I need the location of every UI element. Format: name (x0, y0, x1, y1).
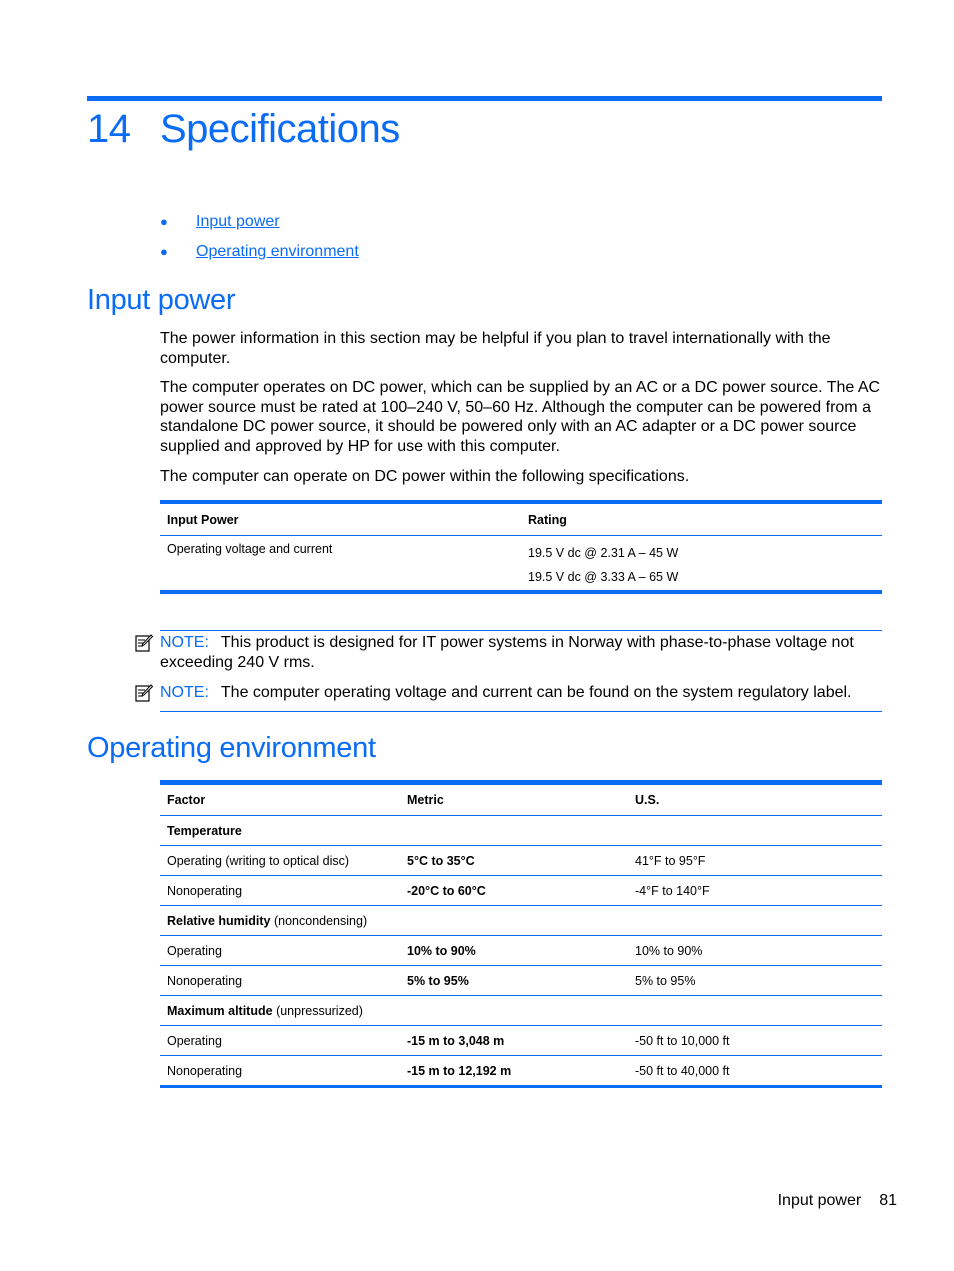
toc-link-input-power[interactable]: Input power (196, 213, 280, 230)
table-cell: Operating (160, 1026, 400, 1056)
table-row (160, 876, 882, 906)
table-section-row (160, 996, 882, 1026)
table-cell: 19.5 V dc @ 3.33 A – 65 W (528, 569, 679, 584)
note-icon (135, 634, 153, 652)
table-cell: 5% to 95% (628, 966, 882, 996)
table-cell: -4°F to 140°F (628, 876, 882, 906)
table-row (160, 966, 882, 996)
table-header: Metric (407, 793, 444, 807)
footer-section: Input power (777, 1192, 862, 1209)
table-cell: -50 ft to 10,000 ft (628, 1026, 882, 1056)
chapter-number: 14 (87, 107, 131, 151)
table-section-row (160, 906, 882, 936)
note-text: The computer operating voltage and current can be found on the system regulatory label. (220, 684, 852, 701)
table-cell: 5°C to 35°C (400, 846, 628, 876)
paragraph: The computer can operate on DC power within the following specifications. (160, 468, 690, 485)
table-header: U.S. (635, 793, 660, 807)
note-icon (135, 684, 153, 702)
table-cell: Operating (writing to optical disc) (160, 846, 400, 876)
table-cell: 5% to 95% (400, 966, 628, 996)
bullet-icon: ● (160, 244, 168, 259)
table-cell: 41°F to 95°F (628, 846, 882, 876)
section-title: Temperature (167, 823, 242, 838)
table-row (160, 1026, 882, 1056)
table-cell: -15 m to 3,048 m (400, 1026, 628, 1056)
table-row (160, 936, 882, 966)
paragraph: The computer operates on DC power, which can be supplied by an AC or a DC power source. The AC power source must be rated at 100–240 V, 50–60 Hz. Although the computer can be powered from a standalone DC power source, it should be powered only with an AC adapter or a DC power source supplied and approved by HP for use with this computer. (160, 379, 881, 455)
section-qualifier: (noncondensing) (273, 913, 368, 928)
chapter-title-text: Specifications (160, 107, 400, 151)
note (160, 633, 882, 672)
table-cell: Nonoperating (160, 966, 400, 996)
section-title: Maximum altitude (167, 1003, 273, 1018)
table-header: Rating (521, 502, 882, 536)
table-cell: -15 m to 12,192 m (400, 1056, 628, 1087)
bullet-icon: ● (160, 214, 168, 229)
table-cell: 19.5 V dc @ 2.31 A – 45 W (528, 545, 679, 560)
table-section-title (160, 906, 882, 936)
table-cell: Nonoperating (160, 876, 400, 906)
table-section-title (160, 816, 882, 846)
toc-item (160, 211, 359, 241)
toc-link-operating-environment[interactable]: Operating environment (196, 243, 359, 260)
note-label: NOTE: (160, 684, 209, 701)
table-section-title (160, 996, 882, 1026)
table-cell: Operating (160, 936, 400, 966)
section-title: Relative humidity (167, 913, 271, 928)
table-cell: 10% to 90% (628, 936, 882, 966)
note-divider (160, 711, 882, 712)
note (160, 683, 882, 703)
table-row (160, 536, 882, 564)
table-header: Input Power (160, 502, 521, 536)
table-section-row (160, 816, 882, 846)
table-cell: -20°C to 60°C (400, 876, 628, 906)
table-row (160, 1056, 882, 1087)
note-divider (160, 630, 882, 631)
operating-environment-table (160, 780, 882, 1088)
table-row (160, 846, 882, 876)
chapter-title (87, 104, 400, 154)
chapter-toc (160, 211, 359, 271)
input-power-table (160, 500, 882, 594)
section-heading-operating-environment: Operating environment (87, 732, 376, 764)
toc-item (160, 241, 359, 271)
page-footer (778, 1190, 897, 1212)
table-cell: Nonoperating (160, 1056, 400, 1087)
table-cell: Operating voltage and current (167, 542, 333, 556)
section-heading-input-power: Input power (87, 284, 236, 316)
table-cell: 10% to 90% (400, 936, 628, 966)
paragraph: The power information in this section may be helpful if you plan to travel internationally with the computer. (160, 330, 831, 367)
note-text: This product is designed for IT power systems in Norway with phase-to-phase voltage not exceeding 240 V rms. (160, 634, 854, 671)
table-cell: -50 ft to 40,000 ft (628, 1056, 882, 1087)
chapter-rule (87, 96, 882, 101)
page-number: 81 (879, 1192, 897, 1209)
note-label: NOTE: (160, 634, 209, 651)
table-header: Factor (167, 793, 206, 807)
section-qualifier: (unpressurized) (276, 1003, 363, 1018)
